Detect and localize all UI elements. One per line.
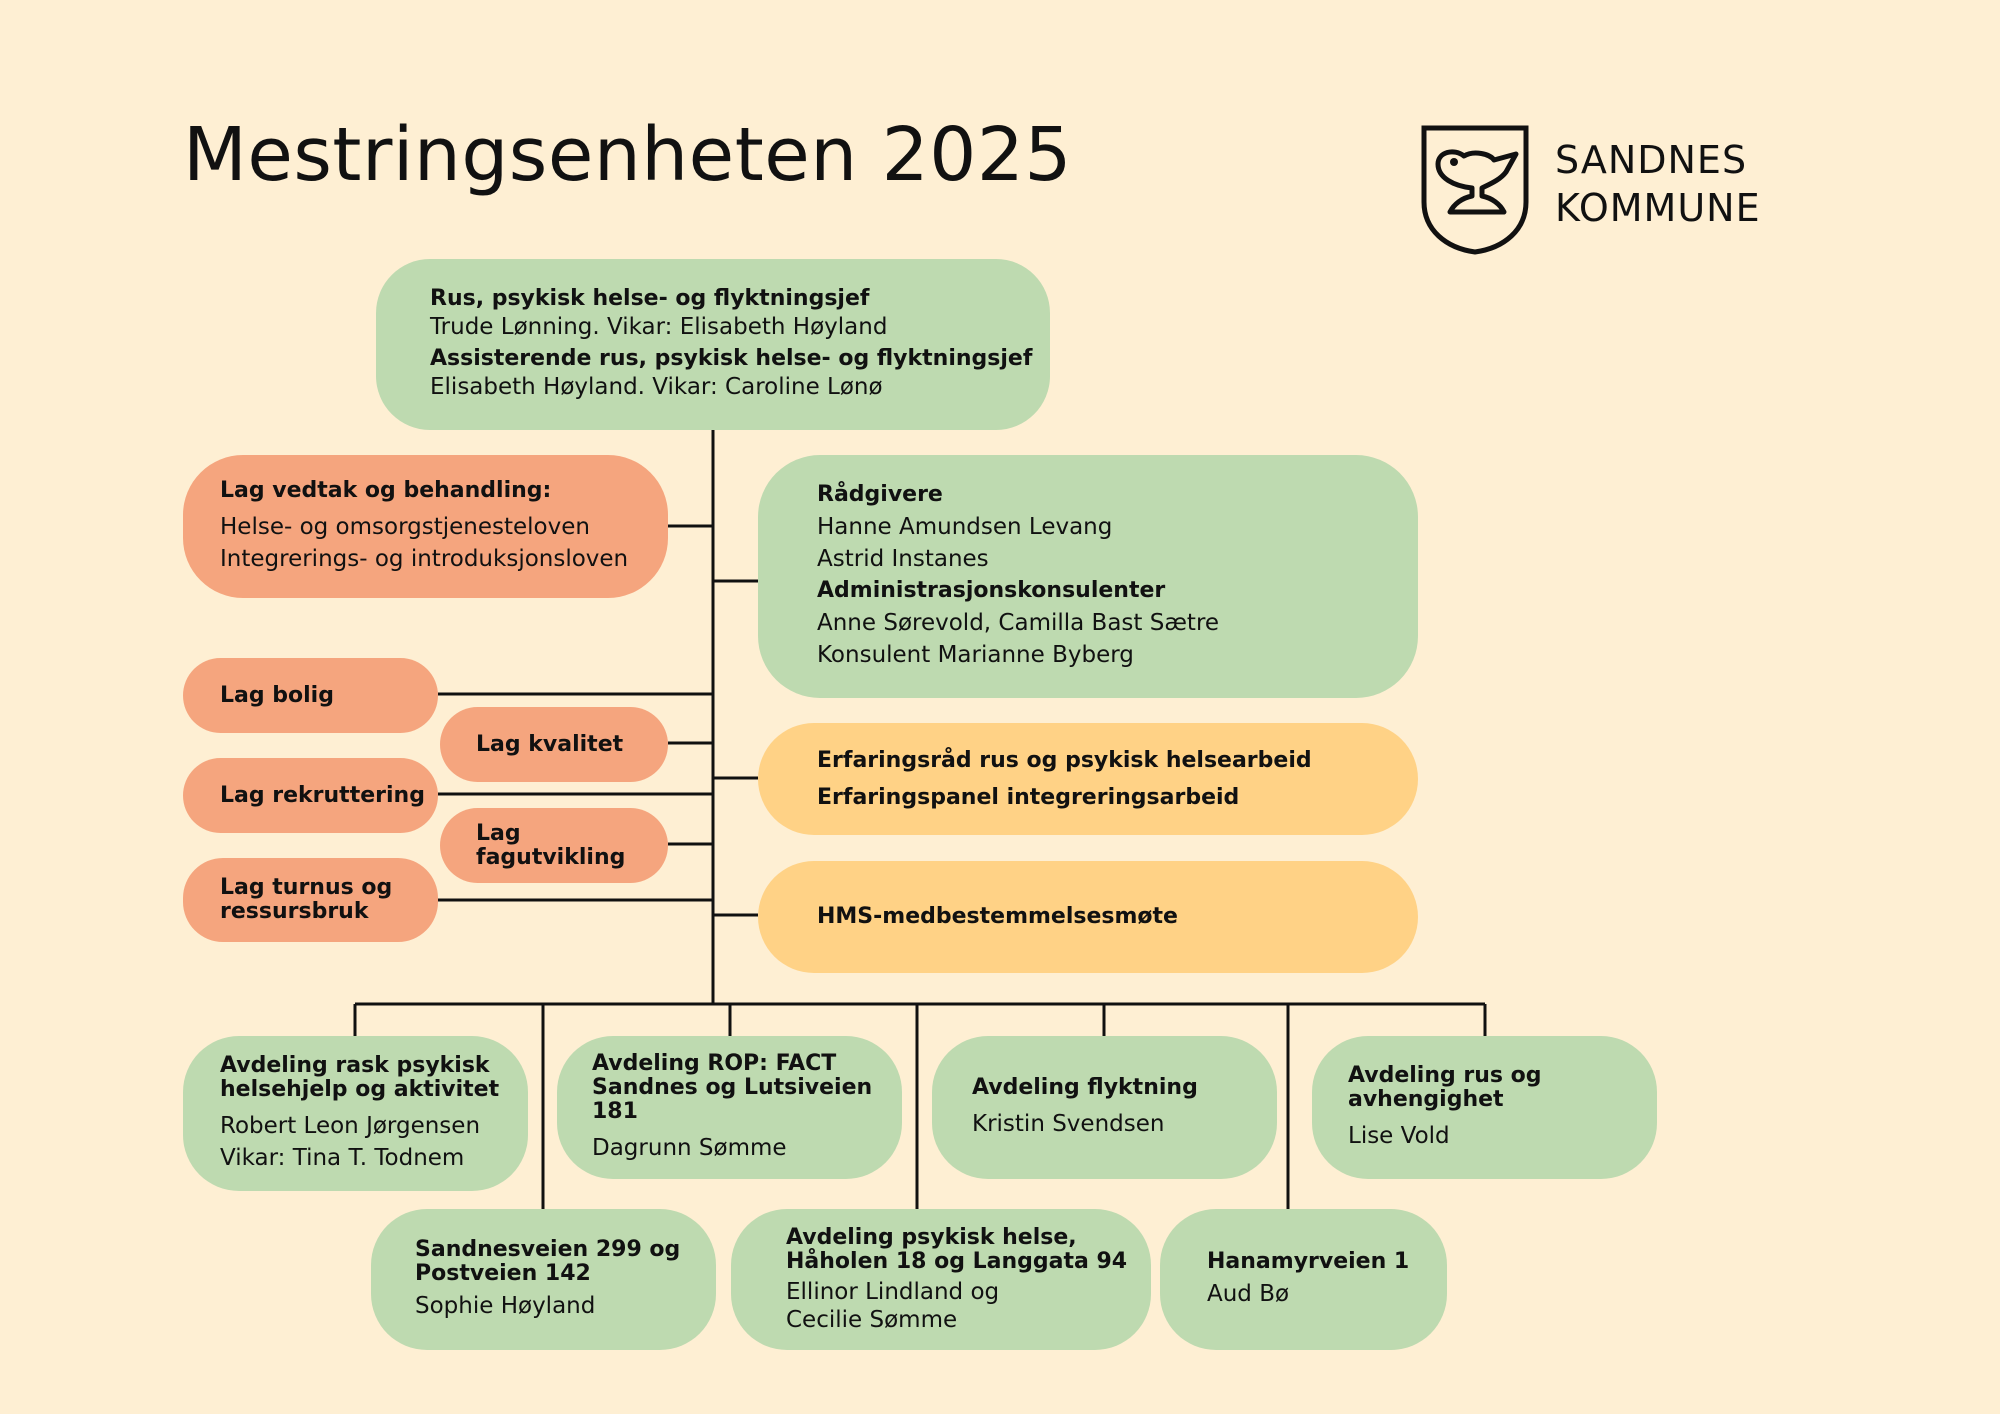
leader-name: Trude Lønning. Vikar: Elisabeth Høyland — [430, 313, 888, 340]
sandnes-coat-of-arms-icon — [1420, 124, 1530, 256]
radgiver-name-2: Astrid Instanes — [817, 545, 989, 572]
dept-psykisk-title-1: Avdeling psykisk helse, — [786, 1224, 1077, 1250]
erfaringspanel-label: Erfaringspanel integreringsarbeid — [817, 784, 1240, 810]
lag-vedtak-law-2: Integrerings- og introduksjonsloven — [220, 545, 629, 572]
logo-line-1: SANDNES — [1555, 138, 1748, 182]
assistant-leader-title: Assisterende rus, psykisk helse- og flyktningsjef — [430, 345, 1033, 371]
dept-flyktning-box — [932, 1036, 1277, 1179]
dept-flyktning-leader: Kristin Svendsen — [972, 1110, 1165, 1137]
adminkonsulenter-title: Administrasjonskonsulenter — [817, 577, 1166, 603]
lag-bolig-label: Lag bolig — [220, 682, 334, 708]
dept-rask-title-1: Avdeling rask psykisk — [220, 1052, 490, 1078]
dept-rus-leader: Lise Vold — [1348, 1122, 1450, 1149]
lag-kvalitet-box — [440, 707, 668, 782]
lag-rekruttering-label: Lag rekruttering — [220, 782, 425, 808]
radgivere-box — [758, 455, 1418, 698]
dept-rop-title-1: Avdeling ROP: FACT — [592, 1050, 837, 1076]
lag-fagutvikling-box — [440, 808, 668, 883]
dept-psykisk-leader-1: Ellinor Lindland og — [786, 1278, 1000, 1305]
dept-rop-box — [557, 1036, 902, 1179]
lag-vedtak-title: Lag vedtak og behandling: — [220, 477, 552, 503]
radgivere-title: Rådgivere — [817, 481, 943, 507]
lag-rekruttering-box — [183, 758, 438, 833]
adminkonsulent-names: Anne Sørevold, Camilla Bast Sætre — [817, 609, 1220, 636]
dept-hanamyr-box — [1160, 1209, 1447, 1350]
lag-turnus-label-2: ressursbruk — [220, 899, 369, 924]
dept-psykisk-leader-2: Cecilie Sømme — [786, 1306, 958, 1333]
leader-box — [376, 259, 1050, 430]
lag-kvalitet-label: Lag kvalitet — [476, 731, 624, 757]
sandnes-kommune-logotype — [1555, 136, 1761, 232]
dept-rus-title-2: avhengighet — [1348, 1086, 1504, 1112]
hms-box — [758, 861, 1418, 973]
konsulent-name: Konsulent Marianne Byberg — [817, 641, 1134, 668]
dept-rop-title-2: Sandnes og Lutsiveien 181 — [592, 1074, 873, 1124]
dept-rask-title-2: helsehjelp og aktivitet — [220, 1076, 500, 1102]
dept-hanamyr-title: Hanamyrveien 1 — [1207, 1248, 1410, 1274]
lag-turnus-box — [183, 858, 438, 942]
lag-vedtak-law-1: Helse- og omsorgstjenesteloven — [220, 513, 590, 540]
lag-bolig-box — [183, 658, 438, 733]
dept-hanamyr-leader: Aud Bø — [1207, 1280, 1290, 1307]
leader-title: Rus, psykisk helse- og flyktningsjef — [430, 285, 870, 311]
dept-psykisk-box — [731, 1209, 1151, 1350]
dept-flyktning-title: Avdeling flyktning — [972, 1074, 1198, 1100]
dept-sandnesveien-title-1: Sandnesveien 299 og — [415, 1236, 681, 1262]
dept-rop-leader: Dagrunn Sømme — [592, 1134, 787, 1161]
hms-label: HMS-medbestemmelsesmøte — [817, 904, 1178, 929]
logo-line-2: KOMMUNE — [1555, 186, 1761, 230]
lag-turnus-label-1: Lag turnus og — [220, 875, 393, 900]
dept-sandnesveien-leader: Sophie Høyland — [415, 1292, 596, 1319]
dept-rus-title-1: Avdeling rus og — [1348, 1062, 1542, 1088]
dept-sandnesveien-title-2: Postveien 142 — [415, 1260, 591, 1286]
dept-rask-box — [183, 1036, 528, 1191]
lag-fagutvikling-label: Lag fagutvikling — [476, 820, 626, 870]
assistant-leader-name: Elisabeth Høyland. Vikar: Caroline Lønø — [430, 373, 883, 400]
radgiver-name-1: Hanne Amundsen Levang — [817, 513, 1113, 540]
dept-rask-leader: Robert Leon Jørgensen — [220, 1112, 481, 1139]
dept-rask-vikar: Vikar: Tina T. Todnem — [220, 1144, 465, 1171]
dept-rus-box — [1312, 1036, 1657, 1179]
dept-sandnesveien-box — [371, 1209, 716, 1350]
erfaringsrad-label: Erfaringsråd rus og psykisk helsearbeid — [817, 747, 1312, 773]
lag-vedtak-box — [183, 455, 668, 598]
dept-psykisk-title-2: Håholen 18 og Langgata 94 — [786, 1248, 1128, 1274]
erfaringsrad-box — [758, 723, 1418, 835]
page-title: Mestringsenheten 2025 — [183, 112, 1072, 198]
